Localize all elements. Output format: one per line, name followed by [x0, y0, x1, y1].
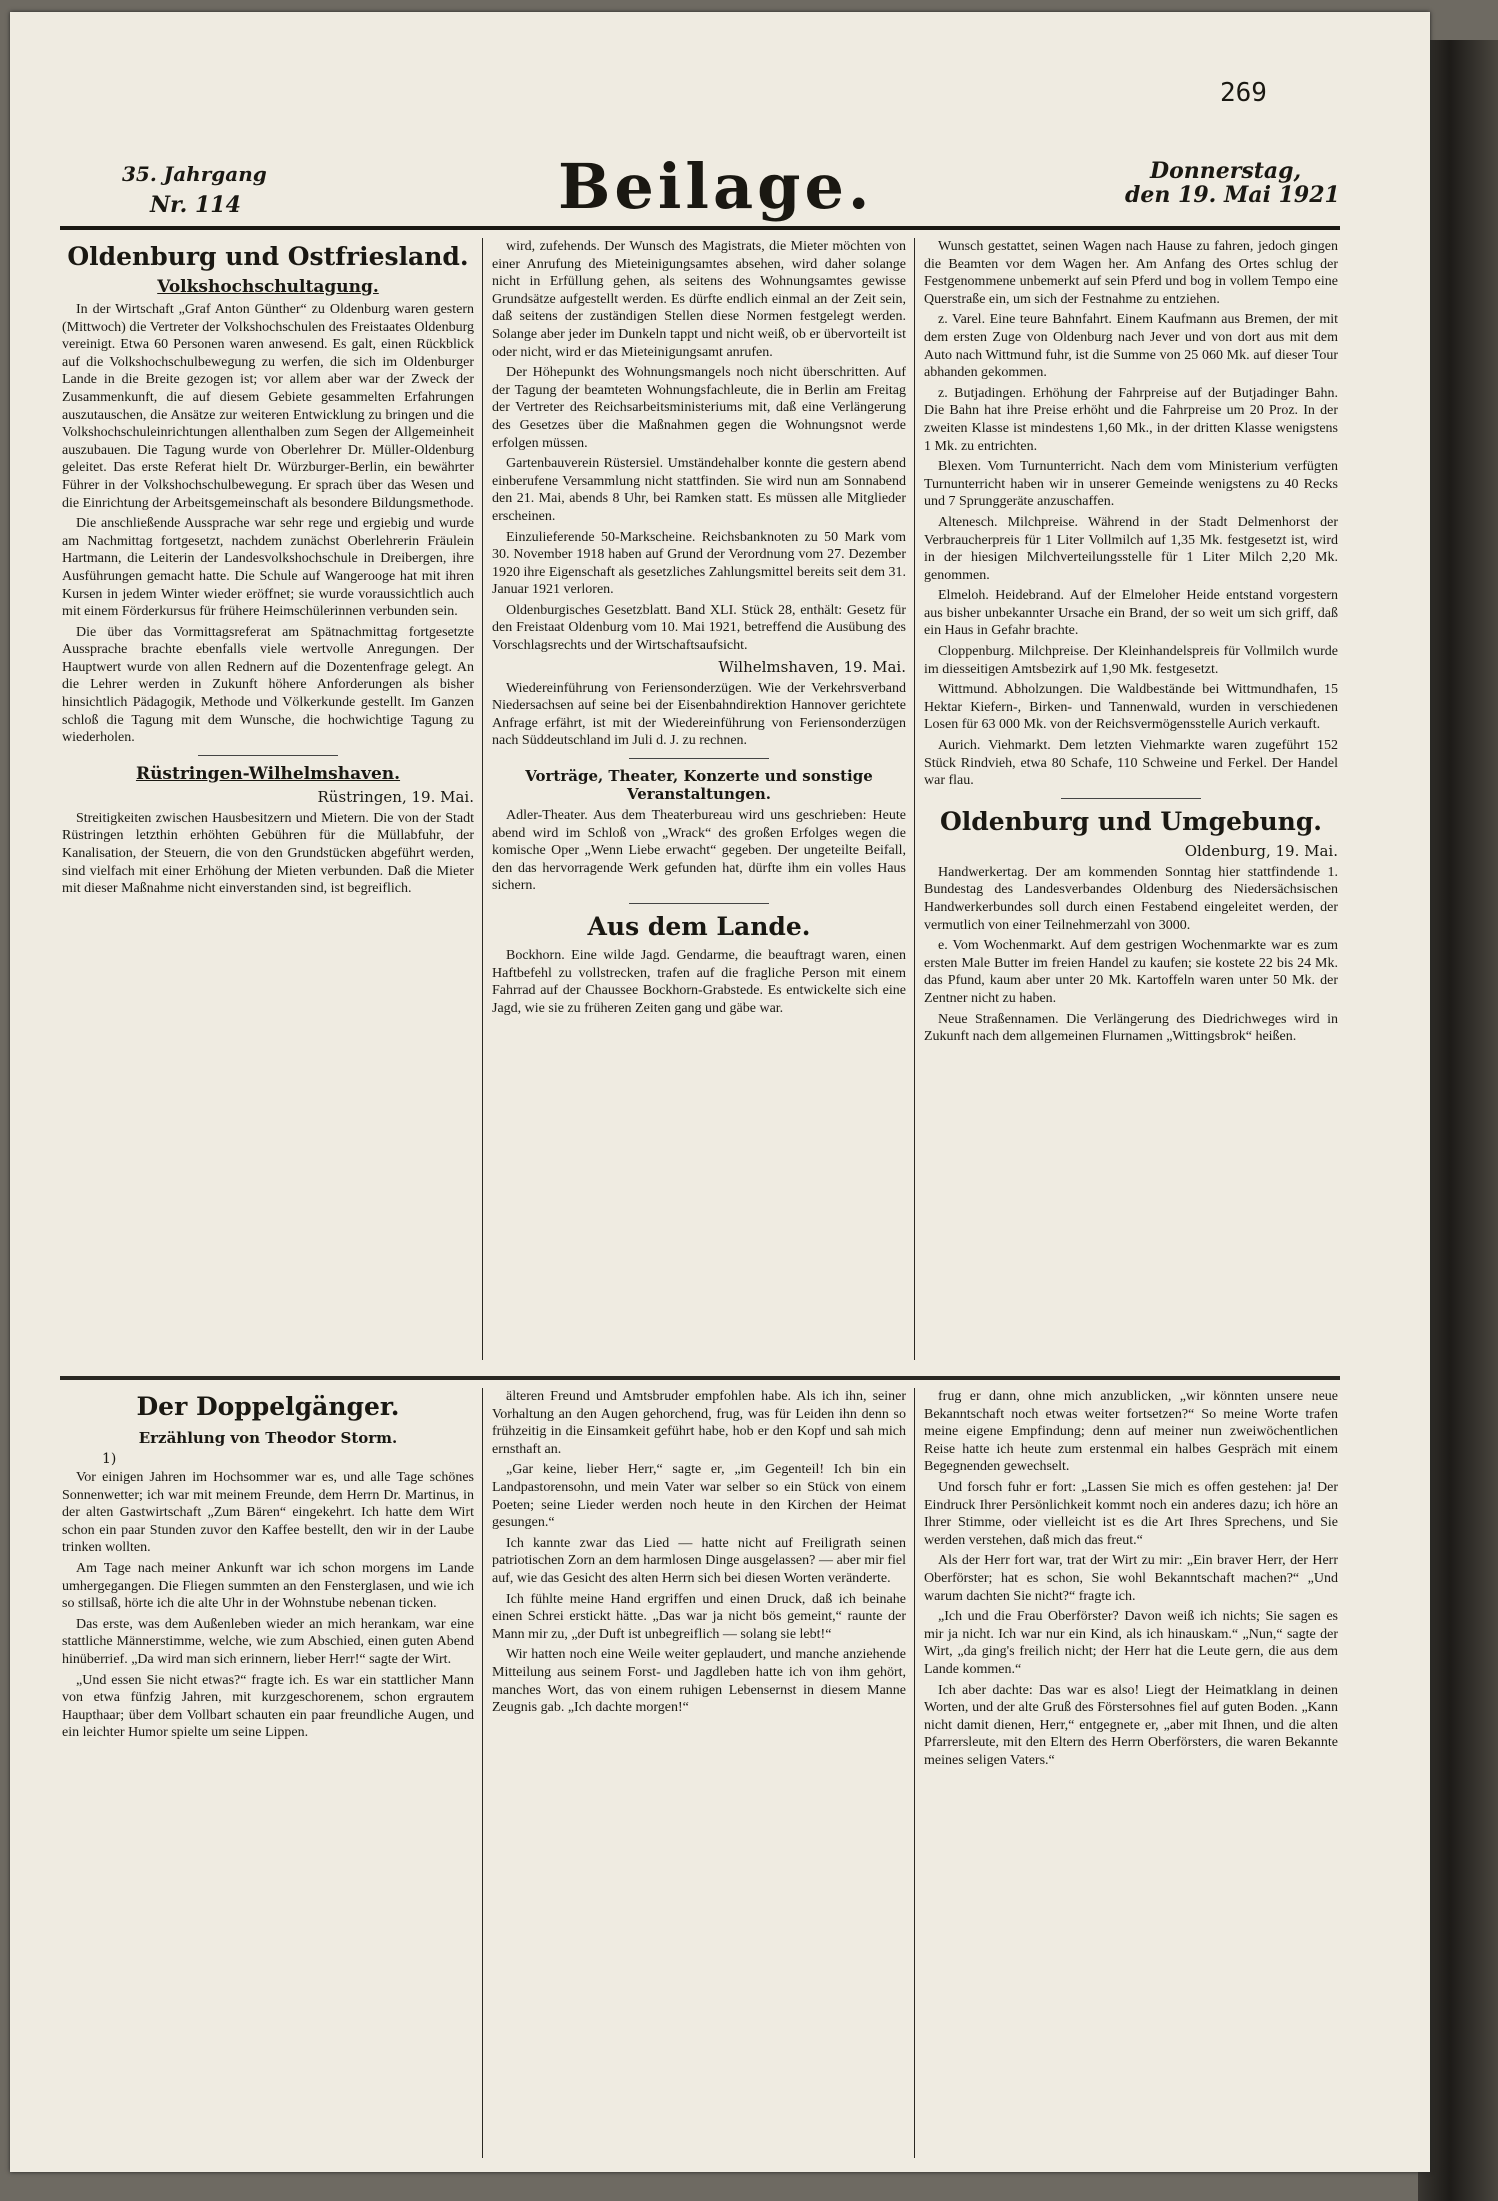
- story-paragraph: „Ich und die Frau Oberförster? Davon weiß ich nichts; Sie sagen es mir ja nicht. Ich war nur ein Kind, als ich hinauskam.“ „Nun,“ sagte der Wirt, „da ging's freilich nicht; der Herr hat die Leute gern, die aus dem Lande kommen.“: [924, 1609, 1338, 1677]
- article-paragraph: wird, zufehends. Der Wunsch des Magistrats, die Mieter möchten von einer Anrufung des Mieteinigungsamtes absehen, wird daher solange nicht in Erfüllung gehen, als seitens des Wohnungsamtes gewisse Grundsätze aufgestellt werden. Es dürfte endlich einmal an der Zeit sein, daß seitens der zuständigen Stellen diese Normen festgelegt werden. Solange aber jeder im Dunkeln tappt und nicht weiß, ob er übervorteilt ist oder nicht, wird er das Mieteinigungsamt anrufen.: [492, 239, 906, 360]
- article-heading: Rüstringen-Wilhelmshaven.: [135, 763, 401, 784]
- divider: [1061, 798, 1201, 799]
- divider: [629, 903, 769, 904]
- story-column-2: [492, 1388, 906, 2158]
- article-paragraph: Wunsch gestattet, seinen Wagen nach Hause zu fahren, jedoch gingen die Beamten vor dem Wagen her. Am Anfang des Ortes schlug der Festgenommene unbemerkt auf sein Pferd und bog in vollem Tempo eine Querstraße ein, um sich der Festnahme zu entziehen.: [924, 239, 1338, 307]
- feuilleton-rule: [60, 1376, 1340, 1380]
- story-paragraph: Ich aber dachte: Das war es also! Liegt der Heimatklang in deinen Worten, und der alte Gruß des Förstersohnes fiel auf guten Boden. „Kann nicht damit dienen, Herr,“ entgegnete er, „aber mit Ihnen, und die alten Pfarrersleute, mit den Eltern des Herrn Oberförsters, die waren Bekannte meines seligen Vaters.“: [924, 1682, 1338, 1768]
- column-2: [492, 238, 906, 1360]
- section-heading: Oldenburg und Ostfriesland.: [67, 242, 469, 271]
- volume-label: 35. Jahrgang: [122, 162, 267, 186]
- page-number: 269: [1220, 78, 1267, 108]
- article-paragraph: e. Vom Wochenmarkt. Auf dem gestrigen Wochenmarkte war es zum ersten Male Butter im freien Handel zu kaufen; sie kostete 22 bis 24 Mk. das Pfund, kaum aber unter 20 Mk. Kartoffeln waren unter 50 Mk. der Zentner nicht zu haben.: [924, 938, 1338, 1006]
- story-paragraph: Am Tage nach meiner Ankunft war ich schon morgens im Lande umhergegangen. Die Fliegen summten an den Fensterglasen, und wie ich so stillsaß, hörte ich die alte Uhr in der Wohnstube nebenan ticken.: [62, 1560, 474, 1612]
- article-paragraph: Cloppenburg. Milchpreise. Der Kleinhandelspreis für Vollmilch wurde im diesseitigen Amtsbezirk auf 1,90 Mk. festgesetzt.: [924, 644, 1338, 677]
- article-paragraph: Der Höhepunkt des Wohnungsmangels noch nicht überschritten. Auf der Tagung der beamteten Wohnungsfachleute, die in Berlin am Freitag der Vertreter des Reichsarbeitsministeriums mit, daß eine Verlängerung des Gesetzes über die Maßnahmen gegen die Wohnungsnot werde erfolgen müssen.: [492, 365, 906, 451]
- story-paragraph: „Gar keine, lieber Herr,“ sagte er, „im Gegenteil! Ich bin ein Landpastorensohn, und mein Vater war selber so ein Stück von einem Poeten; seine Lieder werden noch heute in den Kirchen der Heimat gesungen.“: [492, 1462, 906, 1531]
- article-paragraph: Handwerkertag. Der am kommenden Sonntag hier stattfindende 1. Bundestag des Landesverbandes Oldenburg des Niedersächsischen Handwerkerbundes soll durch einen Festabend eingeleitet werden, der vermutlich von einer Teilnehmerzahl von 3000.: [924, 864, 1338, 933]
- page-title: Beilage.: [558, 150, 874, 223]
- dateline: Rüstringen, 19. Mai.: [317, 787, 474, 806]
- story-paragraph: „Und essen Sie nicht etwas?“ fragte ich. Es war ein stattlicher Mann von etwa fünfzig Jahren, mit kurzgeschorenem, schon ergrautem Haupthaar; über dem Vollbart schauten ein paar freundliche Augen, und ein leichter Humor spielte um seine Lippen.: [62, 1672, 474, 1741]
- story-column-1: [62, 1388, 474, 2158]
- installment-number: 1): [102, 1451, 117, 1467]
- article-paragraph: Bockhorn. Eine wilde Jagd. Gendarme, die beauftragt waren, einen Haftbefehl zu vollstrecken, trafen auf die fragliche Person mit einem Fahrrad auf der Chaussee Bockhorn-Grabstede. Es entwickelte sich eine Jagd, wie sie zu früheren Zeiten gang und gäbe war.: [492, 948, 906, 1016]
- column-divider: [482, 1388, 483, 2158]
- newspaper-page: [10, 12, 1430, 2172]
- header-rule: [60, 226, 1340, 230]
- article-heading: Volkshochschultagung.: [157, 277, 379, 297]
- divider: [198, 755, 338, 756]
- article-paragraph: z. Varel. Eine teure Bahnfahrt. Einem Kaufmann aus Bremen, der mit dem ersten Zuge von Oldenburg nach Jever und von dort aus mit dem Auto nach Wittmund fuhr, ist die Summe von 25 060 Mk. auf dieser Tour abhanden gekommen.: [924, 312, 1338, 381]
- section-heading: Aus dem Lande.: [587, 912, 811, 941]
- article-paragraph: Altenesch. Milchpreise. Während in der Stadt Delmenhorst der Verbraucherpreis für 1 Liter Vollmilch auf 1,35 Mk. festgesetzt ist, wird in der hiesigen Milchverteilungsstelle für 1 Liter Milch 2,20 Mk. genommen.: [924, 514, 1338, 583]
- story-byline: Erzählung von Theodor Storm.: [138, 1429, 398, 1447]
- article-paragraph: Elmeloh. Heidebrand. Auf der Elmeloher Heide entstand vorgestern aus bisher unbekannter Ursache ein Brand, der so weit um sich griff, daß ein Haus in Gefahr brachte.: [924, 588, 1338, 639]
- date-label: den 19. Mai 1921: [1125, 182, 1340, 208]
- article-paragraph: z. Butjadingen. Erhöhung der Fahrpreise auf der Butjadinger Bahn. Die Bahn hat ihre Preise erhöht und die Fahrpreise um 20 Proz. In der zweiten Klasse ist mindestens 1,60 Mk., in der dritten Klasse wenigstens 1 Mk. zu entrichten.: [924, 385, 1338, 454]
- article-paragraph: Die anschließende Aussprache war sehr rege und ergiebig und wurde am Nachmittag fortgesetzt, nachdem zunächst Oberlehrerin Fräulein Hartmann, die Leiterin der Landesvolkshochschule in Dreibergen, ihre Ausführungen gemacht hatte. Die Schule auf Wangerooge hat mit ihren Kursen in jedem Winter wieder eröffnet; sie wurde voraussichtlich auch mit einem Förderkursus für frühere Heimschülerinnen verbunden sein.: [62, 516, 474, 620]
- story-paragraph: frug er dann, ohne mich anzublicken, „wir könnten unsere neue Bekanntschaft noch etwas weiter fortsetzen?“ So meine Worte trafen meine eigene Empfindung; denn auf meiner nun zweiwöchentlichen Reise hatte ich heute zum erstenmal ein halbes Gespräch mit einem Begegnenden gewechselt.: [924, 1389, 1338, 1475]
- divider: [629, 758, 769, 759]
- story-paragraph: älteren Freund und Amtsbruder empfohlen habe. Als ich ihn, seiner Vorhaltung an den Augen gehorchend, frug, was für Leiden ihn denn so frühzeitig in die Einsamkeit geführt habe, hob er den Kopf und sah mich ernsthaft an.: [492, 1389, 906, 1457]
- article-paragraph: Die über das Vormittagsreferat am Spätnachmittag fortgesetzte Aussprache brachte ebenfalls viele wertvolle Anregungen. Der Hauptwert wurde von allen Rednern auf die Dozentenfrage gelegt. An die Lehrer werden in Zukunft höhere Anforderungen als bisher hinsichtlich Pädagogik, Methode und Völkerkunde gestellt. Im Ganzen schloß die Tagung mit dem Wunsche, die hochwichtige Tagung zu wiederholen.: [62, 624, 474, 746]
- column-divider: [914, 238, 915, 1360]
- dateline: Wilhelmshaven, 19. Mai.: [718, 657, 906, 676]
- section-heading: Oldenburg und Umgebung.: [939, 806, 1323, 836]
- column-divider: [914, 1388, 915, 2158]
- weekday-label: Donnerstag,: [1150, 158, 1302, 184]
- article-paragraph: Einzulieferende 50-Markscheine. Reichsbanknoten zu 50 Mark vom 30. November 1918 haben auf Grund der Verordnung vom 27. Dezember 1920 ihre Eigenschaft als gesetzliches Zahlungsmittel bereits seit dem 31. Januar 1921 verloren.: [492, 529, 906, 598]
- book-binding: [1418, 40, 1498, 2201]
- issue-number: Nr. 114: [150, 192, 241, 218]
- article-paragraph: Adler-Theater. Aus dem Theaterbureau wird uns geschrieben: Heute abend wird im Schloß von „Wrack“ des großen Erfolges wegen die komische Oper „Wenn Liebe erwacht“ gegeben. Der ungeteilte Beifall, den das hervorragende Werk gefunden hat, dürfte ihm ein volles Haus sichern.: [492, 808, 906, 894]
- story-paragraph: Als der Herr fort war, trat der Wirt zu mir: „Ein braver Herr, der Herr Oberförster; hat es schon, Sie wohl Bekanntschaft machen?“ „Und warum dachten Sie nicht?“ fragte ich.: [924, 1553, 1338, 1604]
- story-paragraph: Vor einigen Jahren im Hochsommer war es, und alle Tage schönes Sonnenwetter; ich war mit meinem Freunde, dem Herrn Dr. Martinus, in der alten Gastwirtschaft „Zum Bären“ eingekehrt. Ich hatte dem Wirt schon ein paar Stunden zuvor den Kaffee bestellt, den wir in der Laube trinken wollten.: [62, 1470, 474, 1556]
- story-title: Der Doppelgänger.: [136, 1392, 400, 1421]
- article-paragraph: Neue Straßennamen. Die Verlängerung des Diedrichweges wird in Zukunft nach dem allgemeinen Flurnamen „Wittingsbrok“ heißen.: [924, 1011, 1338, 1045]
- story-paragraph: Ich kannte zwar das Lied — hatte nicht auf Freiligrath seinen patriotischen Zorn an dem harmlosen Dinge ausgelassen? — aber mir fiel auf, wie das Gesicht des alten Herrn sich bei diesen Worten veränderte.: [492, 1535, 906, 1586]
- story-paragraph: Das erste, was dem Außenleben wieder an mich herankam, war eine stattliche Männerstimme, welche, wie zum Abschied, einen guten Abend hinüberrief. „Da wird man sich erinnern, lieber Herr!“ sagte der Wirt.: [62, 1616, 474, 1667]
- article-paragraph: Wittmund. Abholzungen. Die Waldbestände bei Wittmundhafen, 15 Hektar Kiefern-, Birken- und Tannenwald, wurden in verschiedenen Losen für 63 000 Mk. von der Reichsvermögensstelle Aurich verkauft.: [924, 682, 1338, 733]
- story-paragraph: Und forsch fuhr er fort: „Lassen Sie mich es offen gestehen: ja! Der Eindruck Ihrer Persönlichkeit kommt noch ein anderes dazu; ich höre an Ihrer Stimme, oder vielleicht ist es die Art Ihres Sprechens, und Sie werden verstehen, daß mich das freut.“: [924, 1479, 1338, 1548]
- article-paragraph: Wiedereinführung von Feriensonderzügen. Wie der Verkehrsverband Niedersachsen auf seine bei der Eisenbahndirektion Hannover gerichtete Anfrage erfährt, ist mit der Wiedereinführung von Feriensonderzügen nach Süddeutschland im Juli d. J. zu rechnen.: [492, 680, 906, 749]
- story-column-3: [924, 1388, 1338, 2158]
- column-divider: [482, 238, 483, 1360]
- article-paragraph: Streitigkeiten zwischen Hausbesitzern und Mietern. Die von der Stadt Rüstringen letzthin erhöhten Gebühren für die Müllabfuhr, der Kanalisation, der Steuern, die von den Grundstücken abgeführt werden, sind vielfach mit einer Erhöhung der Mieten verbunden. Daß die Mieter mit dieser Maßnahme nicht einverstanden sind, ist begreiflich.: [62, 810, 474, 897]
- article-heading: Vorträge, Theater, Konzerte und sonstige Veranstaltungen.: [525, 767, 873, 804]
- article-paragraph: Blexen. Vom Turnunterricht. Nach dem vom Ministerium verfügten Turnunterricht haben wir in unserer Gemeinde wenigstens zu 40 Recks und 7 Sprunggeräte anzuschaffen.: [924, 459, 1338, 510]
- dateline: Oldenburg, 19. Mai.: [1184, 841, 1338, 860]
- column-1: [62, 238, 474, 1360]
- story-paragraph: Wir hatten noch eine Weile weiter geplaudert, und manche anziehende Mitteilung aus seinem Forst- und Jagdleben hatte ich von ihm gehört, manches Wort, das von einem ruhigen Lebensernst in diesem Manne Zeugnis gab. „Ich dachte morgen!“: [492, 1647, 906, 1716]
- article-paragraph: Aurich. Viehmarkt. Dem letzten Viehmarkte waren zugeführt 152 Stück Rindvieh, etwa 80 Schafe, 110 Schweine und Ferkel. Der Handel war flau.: [924, 738, 1338, 789]
- story-paragraph: Ich fühlte meine Hand ergriffen und einen Druck, daß ich beinahe einen Schrei erstickt hätte. „Das war ja nicht bös gemeint,“ raunte der Mann mir zu, „der Duft ist unbegreiflich — solang sie lebt!“: [492, 1591, 906, 1642]
- column-3: [924, 238, 1338, 1360]
- article-paragraph: Oldenburgisches Gesetzblatt. Band XLI. Stück 28, enthält: Gesetz für den Freistaat Oldenburg vom 10. Mai 1921, betreffend die Ausübung des Vorschlagsrechts und der Wirtschaftsaufsicht.: [492, 602, 906, 654]
- article-paragraph: Gartenbauverein Rüstersiel. Umständehalber konnte die gestern abend einberufene Versammlung nicht stattfinden. Sie wird nun am Sonnabend den 21. Mai, abends 8 Uhr, bei Ramken statt. Es müssen alle Mitglieder erscheinen.: [492, 456, 906, 524]
- article-paragraph: In der Wirtschaft „Graf Anton Günther“ zu Oldenburg waren gestern (Mittwoch) die Vertreter der Volkshochschulen des Freistaates Oldenburg vereinigt. Etwa 60 Personen waren anwesend. Es galt, einen Rückblick auf die Volkshochschulbewegung zu werfen, die sich im Oldenburger Lande in die Breite gezogen ist; vor allem aber war der Zweck der Zusammenkunft, die auf diesem Gebiete gesammelten Erfahrungen auszutauschen, die Ansätze zur weiteren Entwicklung zu bringen und die Volkshochschuleinrichtungen allenthalben zum Segen der Allgemeinheit auszubauen. Die Tagung wurde von Oberlehrer Dr. Müller-Oldenburg geleitet. Das erste Referat hielt Dr. Würzburger-Berlin, ein bewährter Führer in der Volkshochschulbewegung. Er sprach über das Wesen und die Einrichtung der Arbeitsgemeinschaft als besondere Bildungsmethode.: [62, 302, 474, 511]
